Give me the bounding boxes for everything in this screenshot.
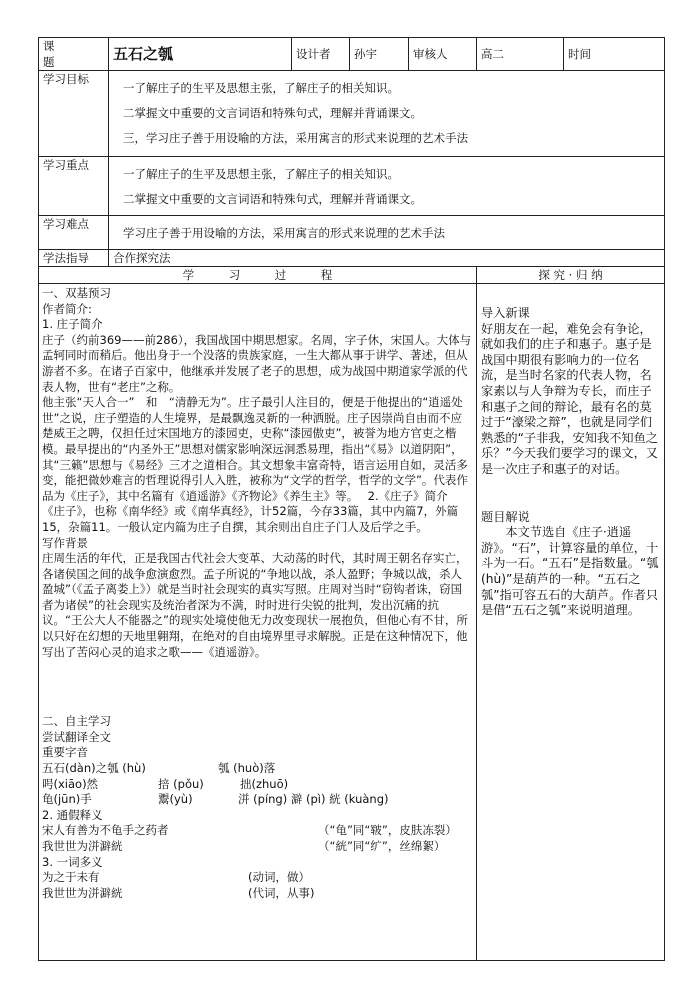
section-heading: 一、双基预习 [42, 286, 111, 300]
course-label: 课 题 [39, 38, 109, 71]
goal-item: 一了解庄子的生平及思想主张，了解庄子的相关知识。 [123, 81, 399, 95]
time-label: 时间 [564, 38, 665, 71]
process-content [39, 284, 477, 961]
polysemy-line: 为之于未有 (动词，做） [42, 870, 310, 885]
designer-name: 孙宇 [350, 38, 409, 71]
paragraph: 他主张“天人合一” 和 “清静无为”。庄子最引人注目的，便是于他提出的“逍遥处世”之说，庄子塑造的人生境界，是最飘逸灵新的一种洒脱。庄子因崇尚自由而不应楚威王之聘，仅担任过宋国地方的漆园吏，史称“漆园傲吏”，被誉为地方官吏之楷模。最早提出的“内圣外王”思想对儒家影响深远洞悉易理，指出“《易》以道阴阳”，其“三籁”思想与《易经》三才之道相合。其文想象丰富奇特，语言运用自如，灵活多变，能把微妙难言的哲理说得引人入胜，被称为“文学的哲学，哲学的文学”。代表作品为《庄子》，其中名篇有《逍遥游》《齐物论》《养生主》等。 2.《庄子》简介 [42, 395, 468, 503]
side-title: 导入新课 [481, 306, 530, 320]
focus-row [39, 157, 665, 216]
pronunciation-line: 呺(xiāo)然 掊 (pǒu) 拙(zhuō) [42, 776, 289, 791]
method-text: 合作探究法 [109, 250, 665, 267]
paragraph: 庄子（约前369——前286），我国战国中期思想家。名周，字子休，宋国人。大体与孟轲同时而稍后。他出身于一个没落的贵族家庭，一生大都从事于讲学、著述，但从游者不多。在诸子百家中，他继承并发展了老子的思想，成为战国中期道家学派的代表人物，世有“老庄”之称。 [42, 332, 472, 394]
goal-item: 三，学习庄子善于用设喻的方法，采用寓言的形式来说理的艺术手法 [123, 131, 468, 145]
grade: 高二 [477, 38, 564, 71]
subheading: 尝试翻译全文 [42, 729, 111, 744]
side-title: 题目解说 [481, 509, 530, 524]
process-header-row [39, 267, 665, 284]
subheading: 2. 通假释义 [42, 807, 103, 822]
lesson-title: 五石之瓠 [109, 38, 292, 71]
difficulty-content [109, 216, 665, 250]
tongjia-line: 我世世为洴澼絖 （“絖”同“纩”，丝绵絮） [42, 839, 446, 853]
goals-label: 学习目标 [39, 71, 109, 157]
header-row [39, 38, 665, 71]
section-heading: 二、自主学习 [42, 714, 111, 729]
subheading: 作者简介: [42, 301, 92, 316]
designer-label: 设计者 [292, 38, 350, 71]
focus-label: 学习重点 [39, 157, 109, 216]
pronunciation-line: 龟(jūn)手 鬻(yù) 洴 (píng) 澼 (pì) 絖 (kuàng) [42, 792, 389, 807]
paragraph: 《庄子》，也称《南华经》或《南华真经》，计52篇，今存33篇，其中内篇7，外篇15，杂篇11。一般认定内篇为庄子自撰，其余则出自庄子门人及后学之手。 [42, 504, 459, 534]
process-row [39, 284, 665, 961]
goal-item: 二掌握文中重要的文言词语和特殊句式，理解并背诵课文。 [123, 106, 422, 120]
side-paragraph: 好朋友在一起，难免会有争论，就如我们的庄子和惠子。惠子是战国中期很有影响力的一位名流，是当时名家的代表人物，名家素以与人争辩为专长，而庄子和惠子之间的辩论，最有名的莫过于“濠梁之辩”，也就是同学们熟悉的“子非我，安知我不知鱼之乐？”今天我们要学习的课文，又是一次庄子和惠子的对话。 [481, 321, 658, 476]
subheading: 重要字音 [42, 745, 88, 760]
focus-item: 二掌握文中重要的文言词语和特殊句式，理解并背诵课文。 [123, 192, 422, 206]
lesson-plan-table [38, 37, 665, 961]
side-paragraph: 本文节选自《庄子·逍遥游》。“石”，计算容量的单位，十斗为一石。“五石”是指数量。“瓠(hù)”是葫芦的一种。“五石之瓠”指可容五石的大葫芦。作者只是借“五石之瓠”来说明道理。 [481, 525, 659, 618]
process-header: 学 习 过 程 [39, 267, 477, 284]
subheading: 3. 一词多义 [42, 854, 103, 869]
side-content [477, 284, 665, 961]
paragraph: 庄周生活的年代，正是我国古代社会大变革、大动荡的时代，其时周王朝名存实亡，各诸侯国之间的战争愈演愈烈。孟子所说的“争地以战，杀人盈野；争城以战，杀人盈城”（《孟子离娄上》）就是当时社会现实的真实写照。庄周对当时“窃钩者诛，窃国者为诸侯”的社会现实及统治者深为不满，时时进行尖锐的批判，发出沉痛的抗议。“王公大人不能器之”的现实处境使他无力改变现状一展抱负，但他心有不甘，所以只好在幻想的天地里翱翔，在绝对的自由境界里寻求解脱。正是在这种情况下，他写出了苦闷心灵的追求之歌——《逍遥游》。 [42, 551, 468, 659]
difficulty-row [39, 216, 665, 250]
pronunciation-line: 五石(dàn)之瓠 (hù) 瓠 (huò)落 [42, 761, 276, 776]
subheading: 写作背景 [42, 535, 88, 550]
method-row [39, 250, 665, 267]
difficulty-text: 学习庄子善于用设喻的方法，采用寓言的形式来说理的艺术手法 [123, 226, 445, 240]
goals-row [39, 71, 665, 157]
lesson-plan-sheet [38, 37, 664, 961]
focus-item: 一了解庄子的生平及思想主张，了解庄子的相关知识。 [123, 167, 399, 181]
subheading: 1. 庄子简介 [42, 317, 103, 332]
method-label: 学法指导 [39, 250, 109, 267]
focus-content [109, 157, 665, 216]
difficulty-label: 学习难点 [39, 216, 109, 250]
goals-content [109, 71, 665, 157]
side-header: 探 究 · 归 纳 [477, 267, 665, 284]
polysemy-line: 我世世为洴澼絖 (代词，从事) [42, 885, 315, 900]
tongjia-line: 宋人有善为不龟手之药者 （“龟”同“皲”，皮肤冻裂） [42, 823, 457, 838]
reviewer-label: 审核人 [409, 38, 477, 71]
